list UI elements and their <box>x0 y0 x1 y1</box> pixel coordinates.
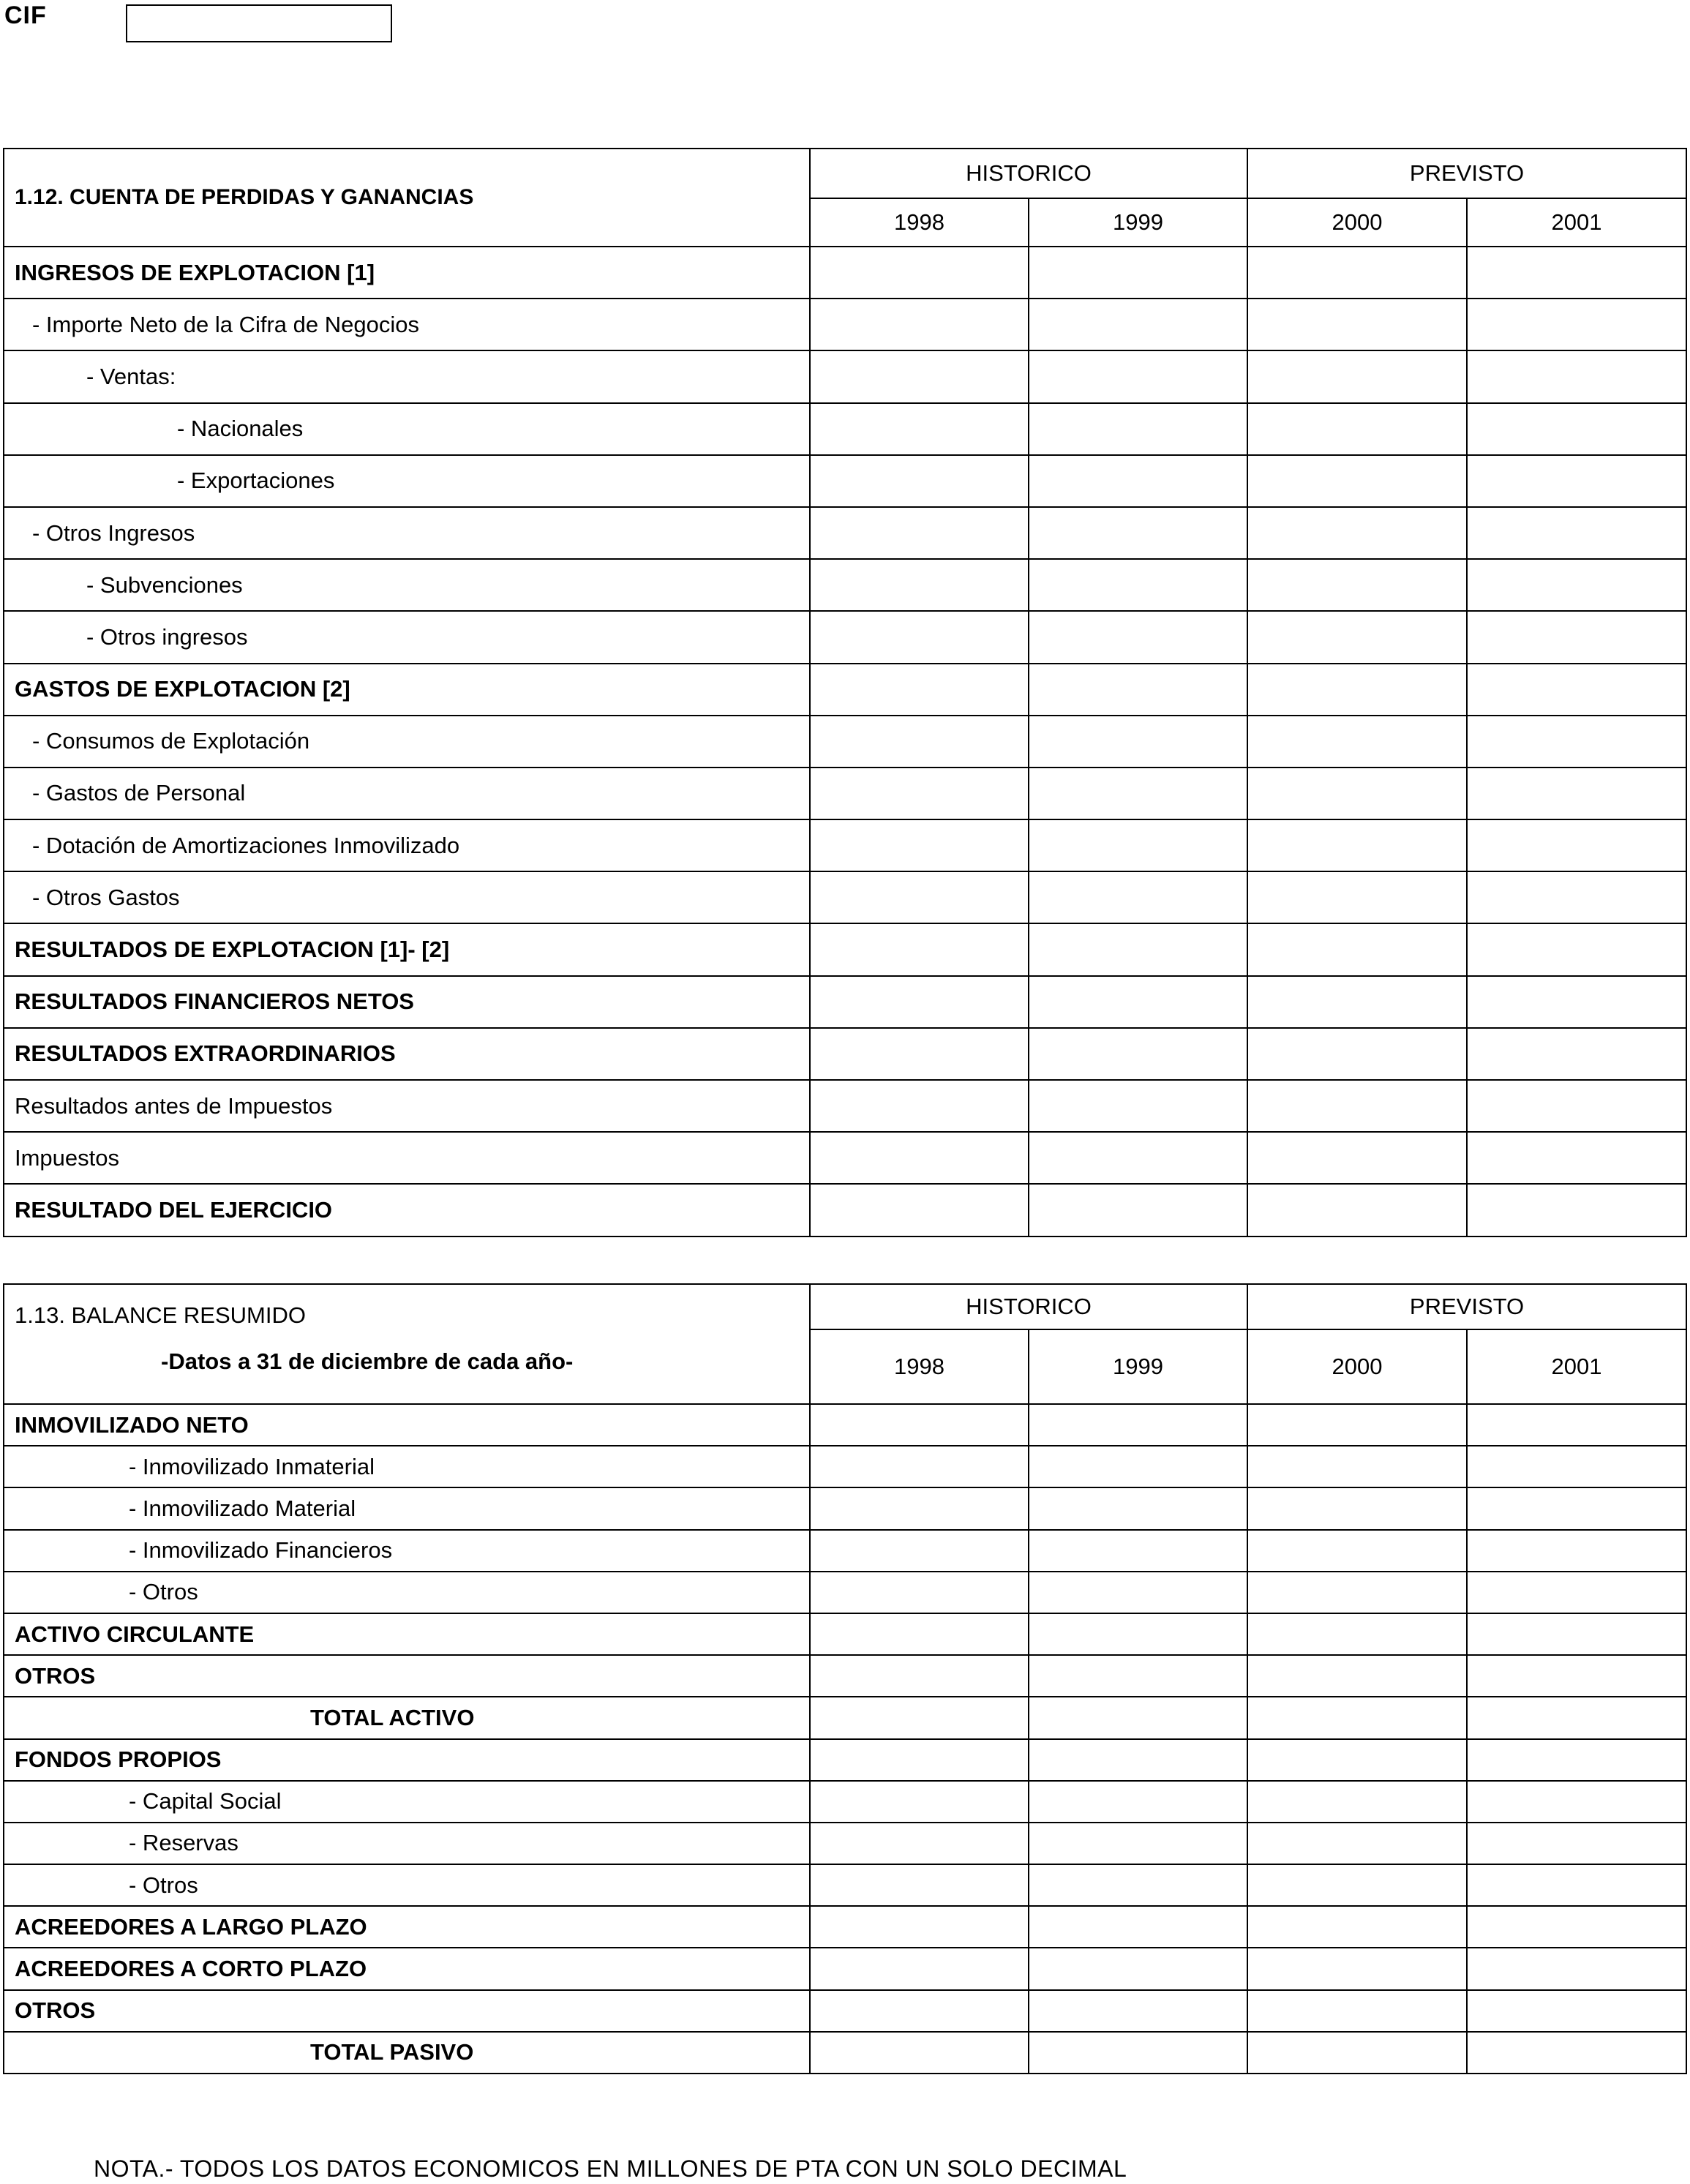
value-cell[interactable] <box>1467 1404 1686 1446</box>
section-113-title: 1.13. BALANCE RESUMIDO <box>15 1302 306 1328</box>
table-row <box>4 1080 1686 1132</box>
value-cell[interactable] <box>1247 1080 1467 1132</box>
value-cell[interactable] <box>1247 1487 1467 1529</box>
value-cell[interactable] <box>810 1990 1029 2032</box>
value-cell[interactable] <box>1467 611 1686 663</box>
table-row <box>4 664 1686 716</box>
value-cell[interactable] <box>1029 1080 1247 1132</box>
table-row <box>4 1446 1686 1487</box>
row-label: - Exportaciones <box>4 455 810 507</box>
value-cell[interactable] <box>1247 871 1467 923</box>
value-cell[interactable] <box>1247 559 1467 611</box>
value-cell[interactable] <box>1467 1655 1686 1697</box>
table-row <box>4 455 1686 507</box>
table-row <box>4 611 1686 663</box>
value-cell[interactable] <box>1029 507 1247 559</box>
row-label: - Inmovilizado Financieros <box>4 1530 810 1572</box>
value-cell[interactable] <box>1029 1655 1247 1697</box>
value-cell[interactable] <box>1247 1655 1467 1697</box>
table-row <box>4 1697 1686 1738</box>
value-cell[interactable] <box>1029 350 1247 402</box>
value-cell[interactable] <box>810 1530 1029 1572</box>
table-row <box>4 1404 1686 1446</box>
value-cell[interactable] <box>810 1823 1029 1864</box>
row-label: - Inmovilizado Inmaterial <box>4 1446 810 1487</box>
value-cell[interactable] <box>1029 664 1247 716</box>
value-cell[interactable] <box>1467 559 1686 611</box>
value-cell[interactable] <box>810 1132 1029 1184</box>
table-row <box>4 1184 1686 1236</box>
value-cell[interactable] <box>810 664 1029 716</box>
value-cell[interactable] <box>1467 1613 1686 1655</box>
table-row <box>4 350 1686 402</box>
table-row <box>4 403 1686 455</box>
value-cell[interactable] <box>810 1948 1029 1989</box>
value-cell[interactable] <box>1467 1990 1686 2032</box>
value-cell[interactable] <box>1467 768 1686 819</box>
value-cell[interactable] <box>1247 923 1467 975</box>
value-cell[interactable] <box>1029 1028 1247 1080</box>
row-label: FONDOS PROPIOS <box>4 1739 810 1781</box>
value-cell[interactable] <box>810 871 1029 923</box>
value-cell[interactable] <box>1029 1572 1247 1613</box>
row-label: - Dotación de Amortizaciones Inmovilizado <box>4 819 810 871</box>
value-cell[interactable] <box>1247 403 1467 455</box>
value-cell[interactable] <box>1467 1080 1686 1132</box>
table-perdidas-ganancias <box>3 148 1687 1237</box>
value-cell[interactable] <box>810 1184 1029 1236</box>
row-label: OTROS <box>4 1990 810 2032</box>
value-cell[interactable] <box>1247 1028 1467 1080</box>
value-cell[interactable] <box>1247 299 1467 350</box>
table-row <box>4 1781 1686 1823</box>
value-cell[interactable] <box>1247 1781 1467 1823</box>
table-row <box>4 768 1686 819</box>
value-cell[interactable] <box>810 716 1029 768</box>
value-cell[interactable] <box>1467 819 1686 871</box>
section-113-subtitle: -Datos a 31 de diciembre de cada año- <box>161 1348 574 1374</box>
value-cell[interactable] <box>1029 1990 1247 2032</box>
table-row <box>4 1132 1686 1184</box>
value-cell[interactable] <box>1247 1823 1467 1864</box>
year-header: 1998 <box>810 1329 1029 1404</box>
year-header: 2001 <box>1467 1329 1686 1404</box>
value-cell[interactable] <box>1247 507 1467 559</box>
row-label: ACREEDORES A LARGO PLAZO <box>4 1906 810 1948</box>
row-label: - Ventas: <box>4 350 810 402</box>
table-row <box>4 1572 1686 1613</box>
value-cell[interactable] <box>1467 1446 1686 1487</box>
value-cell[interactable] <box>1029 1487 1247 1529</box>
value-cell[interactable] <box>1467 1184 1686 1236</box>
value-cell[interactable] <box>1467 247 1686 299</box>
value-cell[interactable] <box>1029 1184 1247 1236</box>
value-cell[interactable] <box>1029 716 1247 768</box>
table-row <box>4 976 1686 1028</box>
value-cell[interactable] <box>1467 2032 1686 2074</box>
value-cell[interactable] <box>1467 1948 1686 1989</box>
row-label: INGRESOS DE EXPLOTACION [1] <box>4 247 810 299</box>
value-cell[interactable] <box>1247 819 1467 871</box>
value-cell[interactable] <box>1467 1823 1686 1864</box>
year-header: 1998 <box>810 198 1029 247</box>
value-cell[interactable] <box>810 1781 1029 1823</box>
year-header: 1999 <box>1029 1329 1247 1404</box>
value-cell[interactable] <box>810 611 1029 663</box>
value-cell[interactable] <box>1467 455 1686 507</box>
value-cell[interactable] <box>1247 1530 1467 1572</box>
value-cell[interactable] <box>1029 923 1247 975</box>
cif-input[interactable] <box>126 4 392 42</box>
value-cell[interactable] <box>1247 1990 1467 2032</box>
value-cell[interactable] <box>1029 403 1247 455</box>
value-cell[interactable] <box>1029 1446 1247 1487</box>
value-cell[interactable] <box>810 403 1029 455</box>
value-cell[interactable] <box>1029 611 1247 663</box>
value-cell[interactable] <box>810 1864 1029 1906</box>
value-cell[interactable] <box>810 768 1029 819</box>
table-row <box>4 299 1686 350</box>
row-label: RESULTADO DEL EJERCICIO <box>4 1184 810 1236</box>
row-label: - Otros <box>4 1864 810 1906</box>
value-cell[interactable] <box>1029 1739 1247 1781</box>
value-cell[interactable] <box>810 1906 1029 1948</box>
value-cell[interactable] <box>1029 247 1247 299</box>
value-cell[interactable] <box>1029 1823 1247 1864</box>
value-cell[interactable] <box>1467 350 1686 402</box>
row-label: Resultados antes de Impuestos <box>4 1080 810 1132</box>
value-cell[interactable] <box>810 455 1029 507</box>
table-row <box>4 1530 1686 1572</box>
value-cell[interactable] <box>1247 1906 1467 1948</box>
value-cell[interactable] <box>1029 1530 1247 1572</box>
value-cell[interactable] <box>1029 819 1247 871</box>
row-label: - Gastos de Personal <box>4 768 810 819</box>
value-cell[interactable] <box>810 1080 1029 1132</box>
value-cell[interactable] <box>1467 1906 1686 1948</box>
value-cell[interactable] <box>1247 976 1467 1028</box>
table-row <box>4 716 1686 768</box>
year-header: 1999 <box>1029 198 1247 247</box>
value-cell[interactable] <box>810 1697 1029 1738</box>
header-previsto: PREVISTO <box>1247 149 1686 198</box>
value-cell[interactable] <box>810 1404 1029 1446</box>
value-cell[interactable] <box>1467 923 1686 975</box>
year-header: 2000 <box>1247 198 1467 247</box>
value-cell[interactable] <box>810 1028 1029 1080</box>
header-previsto: PREVISTO <box>1247 1284 1686 1329</box>
table-row <box>4 819 1686 871</box>
value-cell[interactable] <box>1029 1864 1247 1906</box>
row-label: - Otros <box>4 1572 810 1613</box>
value-cell[interactable] <box>1029 1613 1247 1655</box>
row-label: TOTAL ACTIVO <box>4 1697 810 1738</box>
value-cell[interactable] <box>1247 2032 1467 2074</box>
row-label: - Nacionales <box>4 403 810 455</box>
value-cell[interactable] <box>1029 455 1247 507</box>
section-113-title-cell <box>4 1284 810 1404</box>
value-cell[interactable] <box>1029 768 1247 819</box>
value-cell[interactable] <box>810 299 1029 350</box>
value-cell[interactable] <box>1029 976 1247 1028</box>
year-header: 2000 <box>1247 1329 1467 1404</box>
row-label: ACREEDORES A CORTO PLAZO <box>4 1948 810 1989</box>
value-cell[interactable] <box>810 976 1029 1028</box>
value-cell[interactable] <box>1467 403 1686 455</box>
row-label: - Capital Social <box>4 1781 810 1823</box>
row-label: TOTAL PASIVO <box>4 2032 810 2074</box>
value-cell[interactable] <box>1247 1948 1467 1989</box>
table-row <box>4 247 1686 299</box>
value-cell[interactable] <box>1467 664 1686 716</box>
row-label: RESULTADOS EXTRAORDINARIOS <box>4 1028 810 1080</box>
value-cell[interactable] <box>1029 1948 1247 1989</box>
value-cell[interactable] <box>1467 1739 1686 1781</box>
table-row <box>4 1823 1686 1864</box>
value-cell[interactable] <box>1247 455 1467 507</box>
value-cell[interactable] <box>1029 2032 1247 2074</box>
table-row <box>4 1613 1686 1655</box>
value-cell[interactable] <box>1247 1572 1467 1613</box>
header-historico: HISTORICO <box>810 1284 1247 1329</box>
table-row <box>4 1864 1686 1906</box>
value-cell[interactable] <box>1467 1487 1686 1529</box>
row-label: RESULTADOS FINANCIEROS NETOS <box>4 976 810 1028</box>
value-cell[interactable] <box>1467 1530 1686 1572</box>
value-cell[interactable] <box>810 819 1029 871</box>
value-cell[interactable] <box>1247 1404 1467 1446</box>
table-row <box>4 559 1686 611</box>
value-cell[interactable] <box>1029 871 1247 923</box>
table-row <box>4 871 1686 923</box>
value-cell[interactable] <box>1467 871 1686 923</box>
row-label: RESULTADOS DE EXPLOTACION [1]- [2] <box>4 923 810 975</box>
value-cell[interactable] <box>1029 559 1247 611</box>
value-cell[interactable] <box>810 247 1029 299</box>
value-cell[interactable] <box>1247 350 1467 402</box>
value-cell[interactable] <box>810 923 1029 975</box>
value-cell[interactable] <box>1029 1697 1247 1738</box>
value-cell[interactable] <box>1467 1028 1686 1080</box>
value-cell[interactable] <box>1467 1864 1686 1906</box>
value-cell[interactable] <box>810 1613 1029 1655</box>
table-row <box>4 1948 1686 1989</box>
table-row <box>4 2032 1686 2074</box>
row-label: - Reservas <box>4 1823 810 1864</box>
value-cell[interactable] <box>810 559 1029 611</box>
row-label: - Otros Gastos <box>4 871 810 923</box>
value-cell[interactable] <box>810 2032 1029 2074</box>
table-row <box>4 1990 1686 2032</box>
value-cell[interactable] <box>1247 1697 1467 1738</box>
value-cell[interactable] <box>1467 1132 1686 1184</box>
value-cell[interactable] <box>1467 716 1686 768</box>
table-row <box>4 1487 1686 1529</box>
value-cell[interactable] <box>810 1739 1029 1781</box>
footnote-nota: NOTA.- TODOS LOS DATOS ECONOMICOS EN MILLONES DE PTA CON UN SOLO DECIMAL <box>94 2155 1127 2182</box>
value-cell[interactable] <box>1029 1132 1247 1184</box>
value-cell[interactable] <box>1247 247 1467 299</box>
value-cell[interactable] <box>810 1487 1029 1529</box>
year-header: 2001 <box>1467 198 1686 247</box>
value-cell[interactable] <box>1467 1781 1686 1823</box>
row-label: INMOVILIZADO NETO <box>4 1404 810 1446</box>
value-cell[interactable] <box>1467 976 1686 1028</box>
table-balance-resumido <box>3 1283 1687 2074</box>
table-row <box>4 1655 1686 1697</box>
table-row <box>4 1739 1686 1781</box>
value-cell[interactable] <box>1247 768 1467 819</box>
value-cell[interactable] <box>810 1446 1029 1487</box>
row-label: - Otros Ingresos <box>4 507 810 559</box>
value-cell[interactable] <box>1247 1864 1467 1906</box>
value-cell[interactable] <box>1029 299 1247 350</box>
table-row <box>4 1028 1686 1080</box>
value-cell[interactable] <box>810 1655 1029 1697</box>
row-label: OTROS <box>4 1655 810 1697</box>
value-cell[interactable] <box>1247 716 1467 768</box>
value-cell[interactable] <box>810 507 1029 559</box>
row-label: - Inmovilizado Material <box>4 1487 810 1529</box>
row-label: - Subvenciones <box>4 559 810 611</box>
value-cell[interactable] <box>1247 1446 1467 1487</box>
row-label: - Otros ingresos <box>4 611 810 663</box>
value-cell[interactable] <box>1029 1404 1247 1446</box>
row-label: ACTIVO CIRCULANTE <box>4 1613 810 1655</box>
value-cell[interactable] <box>1247 1132 1467 1184</box>
value-cell[interactable] <box>1247 664 1467 716</box>
value-cell[interactable] <box>1247 1184 1467 1236</box>
row-label: Impuestos <box>4 1132 810 1184</box>
value-cell[interactable] <box>1029 1906 1247 1948</box>
value-cell[interactable] <box>1029 1781 1247 1823</box>
value-cell[interactable] <box>1247 611 1467 663</box>
value-cell[interactable] <box>1247 1739 1467 1781</box>
row-label: - Importe Neto de la Cifra de Negocios <box>4 299 810 350</box>
cif-label: CIF <box>4 1 47 29</box>
value-cell[interactable] <box>810 350 1029 402</box>
value-cell[interactable] <box>810 1572 1029 1613</box>
table-row <box>4 923 1686 975</box>
value-cell[interactable] <box>1467 507 1686 559</box>
row-label: GASTOS DE EXPLOTACION [2] <box>4 664 810 716</box>
header-historico: HISTORICO <box>810 149 1247 198</box>
value-cell[interactable] <box>1467 1572 1686 1613</box>
value-cell[interactable] <box>1467 299 1686 350</box>
table-row <box>4 507 1686 559</box>
value-cell[interactable] <box>1247 1613 1467 1655</box>
row-label: - Consumos de Explotación <box>4 716 810 768</box>
section-112-title: 1.12. CUENTA DE PERDIDAS Y GANANCIAS <box>4 149 810 247</box>
table-row <box>4 1906 1686 1948</box>
value-cell[interactable] <box>1467 1697 1686 1738</box>
